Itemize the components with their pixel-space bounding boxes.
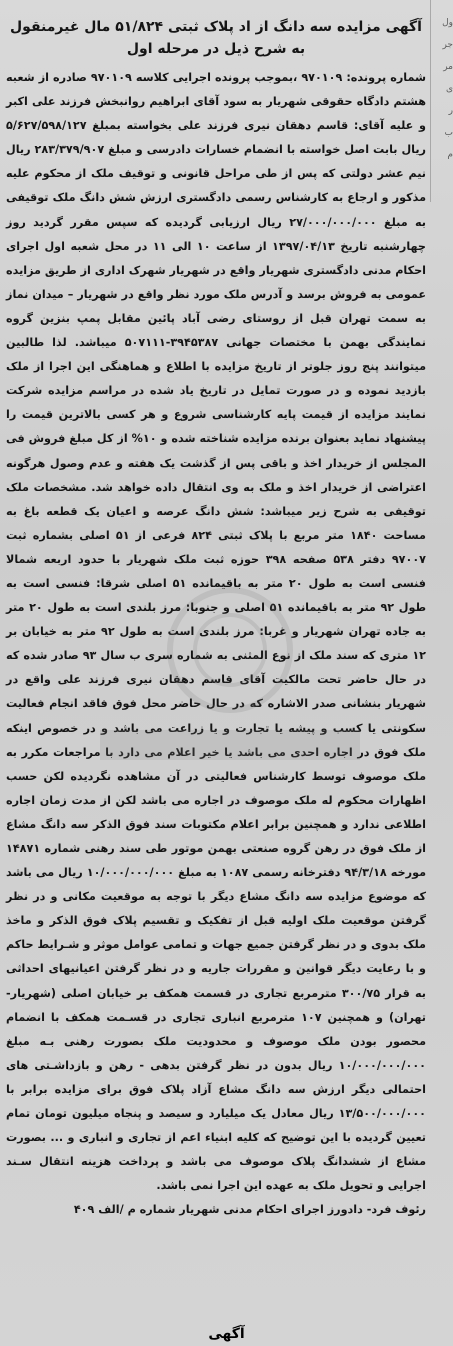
side-fragment: مر	[443, 62, 453, 72]
side-fragment: م	[447, 150, 453, 160]
side-fragment: ر	[448, 106, 453, 116]
notice-signature: رئوف فرد- دادورز اجرای احکام مدنی شهریار شماره م /الف ۴۰۹	[73, 1203, 426, 1217]
title-line-2: به شرح ذیل در مرحله اول	[126, 41, 306, 57]
auction-notice	[6, 16, 426, 1222]
ad-label: آگهی	[208, 1326, 245, 1342]
side-fragment: ی	[445, 84, 453, 94]
title-line-1: آگهی مزایده سه دانگ از اد پلاک ثبتی ۵۱/۸۲۴ مال غیرمنقول	[10, 19, 422, 35]
side-fragment: جر	[442, 40, 453, 50]
adjacent-column-fragment	[430, 0, 453, 202]
notice-body: شماره پرونده: ۹۷۰۱۰۹ ،بموجب پرونده اجرایی کلاسه ۹۷۰۱۰۹ صادره از شعبه هشتم دادگاه حقوقی شهریار به سود آقای ابراهیم روانبخش فرزند علی اکبر و علیه آقای: قاسم دهقان نیری فرزند علی بخواسته بمبلغ ۵/۶۲۷/۵۹۸/۱۲۷ ریال بابت اصل خواسته با انضمام خسارات دادرسی و مبلغ ۲۸۳/۳۷۹/۹۰۷ ریال نیم عشر دولتی که پس از طی مراحل قانونی و توقیف ملک از محکوم علیه مذکور و ارجاع به کارشناس رسمی دادگستری ارزش شش دانگ ملک توقیفی به مبلغ ۲۷/۰۰۰/۰۰۰/۰۰۰ ریال ارزیابی گردیده که سپس مقرر گردید روز چهارشنبه تاریخ ۱۳۹۷/۰۴/۱۳ از ساعت ۱۰ الی ۱۱ در محل شعبه اول اجرای احکام مدنی دادگستری شهریار واقع در شهریار شهرک اداری از طریق مزایده عمومی به فروش برسد و آدرس ملک مورد نظر واقع در شهریار – میدان نماز به سمت تهران قبل از روستای رضی آباد پائین مقابل پمپ بنزین گروه نمایندگی بهمن با مختصات جهانی ۳۹۴۵۳۸۷-۵۰۷۱۱۱ میباشد. لذا طالبین میتوانند پنج روز جلوتر از تاریخ مزایده با اطلاع و هماهنگی این اجرا از ملک بازدید نموده و در صورت تمایل در تاریخ یاد شده در مراسم مزایده شرکت نمایند مزایده از قیمت پایه کارشناسی شروع و هر کسی بالاترین قیمت را پیشنهاد نماید بعنوان برنده مزایده شناخته شده و ۱۰% از کل مبلغ فروش فی المجلس از خریدار اخذ و باقی پس از گذشت یک هفته و عدم وصول هرگونه اعتراضی از خریدار اخذ و ملک به وی انتقال داده خواهد شد. مشخصات ملک توقیفی به شرح زیر میباشد: شش دانگ عرصه و اعیان یک قطعه باغ به مساحت ۱۸۴۰ متر مربع با پلاک ثبتی ۸۲۴ فرعی از ۵۱ اصلی بشماره ثبت ۹۷۰۰۷ دفتر ۵۳۸ صفحه ۳۹۸ حوزه ثبت ملک شهریار با حدود اربعه شمالا فنسی است به طول ۲۰ متر به باقیمانده ۵۱ اصلی شرقا: فنسی است به طول ۹۲ متر به باقیمانده ۵۱ اصلی و جنوبا: مرز بلندی است به طول ۲۰ متر به جاده تهران شهریار و غربا: مرز بلندی است به طول ۹۲ متر به خیابان بر ۱۲ متری که سند ملک از نوع المثنی به شماره سری ب سال ۹۳ صادر شده که در حال حاضر تحت مالکیت آقای قاسم دهقان نیری فرزند علی واقع در شهریار بنشانی صدر الاشاره که در حال حاضر محل فوق فاقد انجام فعالیت سکونتی یا کسب و پیشه یا تجارت و یا زراعت می باشد و در خصوص اینکه ملک فوق در اجاره احدی می باشد یا خیر اعلام می دارد با مراجعات مکرر به ملک موصوف توسط کارشناس فعالیتی در آن مشاهده نگردیده لکن حسب اظهارات محکوم له ملک موصوف در اجاره می باشد لکن از مدت زمان اجاره اطلاعی ندارد و همچنین برابر اعلام مکتوبات سند فوق الذکر سه دانگ مشاع از ملک فوق در رهن گروه صنعتی بهمن موتور طی سند رهنی شماره ۱۴۸۷۱ مورخه ۹۴/۳/۱۸ دفترخانه رسمی ۱۰۸۷ به مبلغ ۱۰/۰۰۰/۰۰۰/۰۰۰ ریال می باشد که موضوع مزایده سه دانگ مشاع دیگر با توجه به موقعیت مکانی و در نظر گرفتن موقعیت ملک اولیه قبل از تفکیک و تقسیم پلاک فوق الذکر و ماخذ ملک بدوی و در نظر گرفتن جمیع جهات و تمامی عوامل موثر و شـرایط حاکم و با رعایت دیگر قوانین و مقررات جاریه و در نظر گرفتن اعیانیهای احداثی به قرار ۳۰۰/۷۵ مترمربع تجاری در قسمت همکف بر خیابان اصلی (شهریار-تهران) و همچنین ۱۰۷ مترمربع انباری تجاری در قسـمت همکف با انضمام محصور بودن ملک موصوف و محدودیت ملک بصورت رهنی بـه مبلغ ۱۰/۰۰۰/۰۰۰/۰۰۰ ریال بدون در نظر گرفتن بدهی - رهن و بازداشـتی های احتمالی دیگر ارزش سه دانگ مشاع آزاد پلاک فوق برای مزایده برابر با ۱۳/۵۰۰/۰۰۰/۰۰۰ ریال معادل یک میلیارد و سیصد و پنجاه میلیون تومان تمام تعیین گردیده با این توضیح که کلیه ابنیاء اعم از تجاری و انباری و ... بصورت مشاع از ششدانگ پلاک موصوف می باشد و پرداخت هزینه انتقال سـند اجرایی و تحویل ملک به عهده این اجرا نمی باشد.	[6, 71, 427, 1193]
side-fragment: ول	[442, 18, 453, 28]
side-fragment: ب	[444, 128, 453, 138]
notice-title	[6, 16, 426, 60]
